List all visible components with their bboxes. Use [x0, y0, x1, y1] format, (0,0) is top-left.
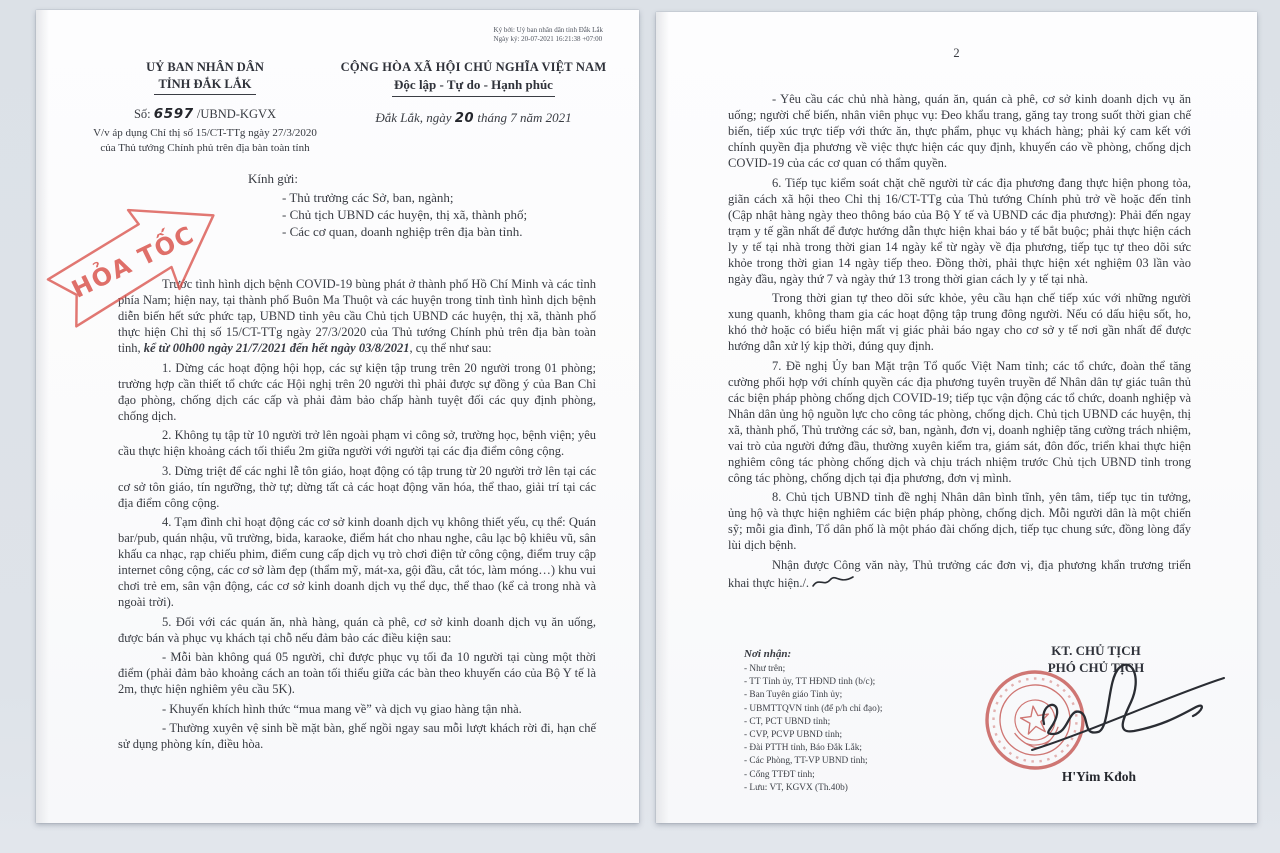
- body-paragraph-6b: Trong thời gian tự theo dõi sức khỏe, yêu cầu hạn chế tiếp xúc với những người xung quanh, không tham gia các hoạt động tập trung đông người. Nếu có dấu hiệu sốt, ho, khó thở hoặc có biểu hiện mất vị giác phải báo ngay cho cơ sở y tế nơi gần nhất để được hướng dẫn xử lý kịp thời, đúng quy định.: [728, 291, 1191, 353]
- place-dateline: Đắk Lắk, ngày 20 tháng 7 năm 2021: [375, 110, 572, 126]
- body-bullet-2: - Khuyến khích hình thức “mua mang về” và dịch vụ giao hàng tận nhà.: [162, 701, 522, 716]
- distribution-item: - Ban Tuyên giáo Tỉnh ủy;: [744, 690, 843, 701]
- body-paragraph-4: 4. Tạm đình chỉ hoạt động các cơ sở kinh doanh dịch vụ không thiết yếu, cụ thể: Quán bar/pub, quán nhậu, vũ trường, bida, karaoke, điểm hát cho nhau nghe, câu lạc bộ khiêu vũ, sân khấu ca nhạc, rạp chiếu phim, điểm cung cấp dịch vụ trò chơi điện tử công cộng, điểm truy cập internet công cộng, các cơ sở làm đẹp (thẩm mỹ, mát-xa, gội đầu, cắt tóc, làm móng…) khu vui chơi trẻ em, sân vận động, các cơ sở kinh doanh dịch vụ thể dục, thể thao (kể cả trong nhà và ngoài trời).: [118, 515, 597, 609]
- page1-body: [118, 276, 596, 752]
- signer-name: H'Yim Kđoh: [1061, 769, 1137, 784]
- body-paragraph-7: 7. Đề nghị Ủy ban Mặt trận Tổ quốc Việt Nam tỉnh; các tổ chức, đoàn thể tăng cường phối hợp với chính quyền các địa phương tuyên truyền để Nhân dân tự giác tuân thủ các biện pháp phòng chống dịch COVID-19; tiếp tục vận động các tổ chức, doanh nghiệp và Nhân dân ủng hộ nguồn lực cho công tác phòng, chống dịch. Chủ tịch UBND các huyện, thị xã, thành phố, Thủ trưởng các sở, ban, ngành, đơn vị, doanh nghiệp tăng cường trách nhiệm, vai trò của người đứng đầu, thường xuyên kiểm tra, giám sát, đôn đốc, triển khai thực hiện nghiêm công tác phòng chống dịch và chịu trách nhiệm trước Chủ tịch UBND tỉnh trong công tác phòng, chống dịch tại địa phương, đơn vị mình.: [728, 358, 1191, 485]
- document-subject: V/v áp dụng Chỉ thị số 15/CT-TTg ngày 27/3/2020 của Thủ tướng Chính phủ trên địa bàn toàn tỉnh: [93, 127, 317, 154]
- distribution-item: - Như trên;: [744, 664, 786, 674]
- body-paragraph-3: 3. Dừng triệt để các nghi lễ tôn giáo, hoạt động có tập trung từ 20 người trở lên tại các cơ sở tôn giáo, tín ngưỡng, thờ tự; dừng tất cả các hoạt động văn hóa, thể thao, giải trí tại các địa điểm công cộng.: [118, 463, 596, 510]
- salutation-label: Kính gửi:: [248, 171, 299, 186]
- body-bullet-1: - Mỗi bàn không quá 05 người, chỉ được phục vụ tối đa 10 người tại cùng một thời điểm (phải đảm bảo khoảng cách an toàn tối thiểu giữa các bàn theo khuyến cáo của Bộ Y tế là 2m, thực hiện nghiêm yêu cầu 5K).: [118, 650, 596, 696]
- distribution-item: - Cổng TTĐT tỉnh;: [744, 769, 815, 780]
- esign-signed-date: Ngày ký: 20-07-2021 16:21:38 +07:00: [493, 35, 603, 43]
- urgency-stamp-text: HỎA TỐC: [67, 220, 200, 304]
- distribution-item: - Lưu: VT, KGVX (Th.40b): [744, 782, 848, 793]
- signer-title-acting: KT. CHỦ TỊCH: [1051, 643, 1141, 658]
- distribution-list-label: Nơi nhận:: [744, 648, 792, 660]
- body-paragraph-2: 2. Không tụ tập từ 10 người trở lên ngoài phạm vi công sở, trường học, bệnh viện; yêu cầu thực hiện khoảng cách tối thiểu 2m giữa người với người tại các địa điểm công cộng.: [118, 428, 596, 458]
- distribution-item: - CT, PCT UBND tỉnh;: [744, 716, 831, 727]
- date-day-handwritten: 20: [454, 111, 475, 126]
- handwritten-initial-mark: [811, 573, 855, 589]
- national-motto: Độc lập - Tự do - Hạnh phúc: [392, 77, 555, 97]
- national-header-block: [334, 60, 613, 155]
- issuer-province: TỈNH ĐẮK LẮK: [154, 76, 255, 95]
- body-paragraph-6: 6. Tiếp tục kiểm soát chặt chẽ người từ các địa phương đang thực hiện phong tỏa, giãn cách xã hội theo Chỉ thị 16/CT-TTg của Thủ tướng Chính phủ trở về hoặc đến tỉnh (Cập nhật hàng ngày theo thông báo của Bộ Y tế và UBND các địa phương): Phải đến ngay trạm y tế gần nhất để được hướng dẫn thực hiện khai báo y tế bắt buộc; phải thực hiện cách ly y tế tại nhà trong thời gian 14 ngày kể từ ngày về địa phương, tiếp tục tự theo dõi sức khỏe trong thời gian 14 ngày tiếp theo. Đồng thời, phải thực hiện xét nghiệm 03 lần vào ngày đầu, ngày thứ 7 và ngày thứ 13 trong thời gian cách ly y tế tại nhà.: [728, 175, 1191, 286]
- body-paragraph-5: 5. Đối với các quán ăn, nhà hàng, quán cà phê, cơ sở kinh doanh dịch vụ ăn uống, được bán và phục vụ khách tại chỗ nếu đảm bảo các điều kiện sau:: [118, 614, 596, 645]
- addressee-item: - Thủ trưởng các Sở, ban, ngành;: [282, 190, 454, 205]
- intro-paragraph: Trước tình hình dịch bệnh COVID-19 bùng phát ở thành phố Hồ Chí Minh và các tỉnh phía Nam; hiện nay, tại thành phố Buôn Ma Thuột và các huyện trong tỉnh tình hình dịch bệnh diễn biến hết sức phức tạp, UBND tỉnh yêu cầu Chủ tịch UBND các huyện, thị xã, thành phố thực hiện Chỉ thị số 15/CT-TTg ngày 27/3/2020 của Thủ tướng Chính phủ trên địa bàn toàn tỉnh, kể từ 00h00 ngày 21/7/2021 đến hết ngày 03/8/2021, cụ thể như sau:: [118, 277, 596, 355]
- esign-signed-by: Ký bởi: Uỷ ban nhân dân tỉnh Đắk Lắk: [493, 26, 603, 34]
- document-page-2: [656, 12, 1257, 823]
- document-number-handwritten: 6597: [153, 106, 194, 122]
- page2-body: [728, 91, 1191, 591]
- distribution-list: [744, 648, 984, 795]
- page-number: 2: [953, 46, 960, 60]
- closing-paragraph: Nhận được Công văn này, Thủ trưởng các đơn vị, địa phương khẩn trương triển khai thực hiện./.: [728, 557, 1191, 590]
- distribution-item: - Các Phòng, TT-VP UBND tỉnh;: [744, 756, 868, 767]
- issuing-authority-block: [76, 60, 334, 155]
- addressee-item: - Chủ tịch UBND các huyện, thị xã, thành phố;: [282, 207, 528, 222]
- digital-signature-note: [494, 26, 603, 44]
- document-number: Số: 6597 /UBND-KGVX: [133, 106, 277, 122]
- effective-period-emphasis: kể từ 00h00 ngày 21/7/2021 đến hết ngày 03/8/2021: [143, 341, 410, 355]
- signature-ink: [1024, 646, 1234, 758]
- distribution-item: - CVP, PCVP UBND tỉnh;: [744, 730, 843, 741]
- salutation-block: [248, 171, 639, 240]
- issuer-name: UỶ BAN NHÂN DÂN: [146, 60, 264, 74]
- body-bullet-4: - Yêu cầu các chủ nhà hàng, quán ăn, quán cà phê, cơ sở kinh doanh dịch vụ ăn uống; người chế biến, nhân viên phục vụ: Đeo khẩu trang, găng tay trong suốt thời gian chế biến, tiếp xúc trực tiếp với thức ăn, thực phẩm, phục vụ khách hàng; phải ký cam kết với chính quyền địa phương về việc thực hiện các quy định, khuyến cáo về phòng, chống dịch COVID-19 của các cơ quan có thẩm quyền.: [728, 92, 1191, 170]
- document-page-1: [36, 10, 639, 823]
- signer-title-vice-chairman: PHÓ CHỦ TỊCH: [1047, 660, 1145, 675]
- distribution-item: - TT Tỉnh ủy, TT HĐND tỉnh (b/c);: [744, 677, 876, 688]
- distribution-item: - UBMTTQVN tỉnh (để p/h chỉ đạo);: [744, 703, 883, 714]
- body-paragraph-1: 1. Dừng các hoạt động hội họp, các sự kiện tập trung trên 20 người trong 01 phòng; trường hợp cần thiết tổ chức các Hội nghị trên 20 người thì phải được sự đồng ý của Ban Chỉ đạo phòng, chống dịch các cấp và phải đảm bảo chấp hành tuyệt đối các quy định phòng, chống dịch.: [118, 360, 596, 423]
- national-title: CỘNG HÒA XÃ HỘI CHỦ NGHĨA VIỆT NAM: [340, 60, 607, 74]
- addressee-item: - Các cơ quan, doanh nghiệp trên địa bàn tỉnh.: [282, 224, 523, 239]
- distribution-item: - Đài PTTH tỉnh, Báo Đắk Lắk;: [744, 743, 862, 754]
- body-paragraph-8: 8. Chủ tịch UBND tỉnh đề nghị Nhân dân bình tĩnh, yên tâm, tiếp tục tin tưởng, ủng hộ và thực hiện nghiêm các biện pháp phòng, chống dịch. Mỗi người dân là một chiến sỹ; mỗi gia đình, Tổ dân phố là một pháo đài chống dịch, tiếp tục chung sức, đồng lòng đẩy lùi dịch bệnh.: [728, 490, 1191, 552]
- body-bullet-3: - Thường xuyên vệ sinh bề mặt bàn, ghế ngồi ngay sau mỗi lượt khách rời đi, hạn chế sử dụng phòng kín, điều hòa.: [118, 721, 596, 751]
